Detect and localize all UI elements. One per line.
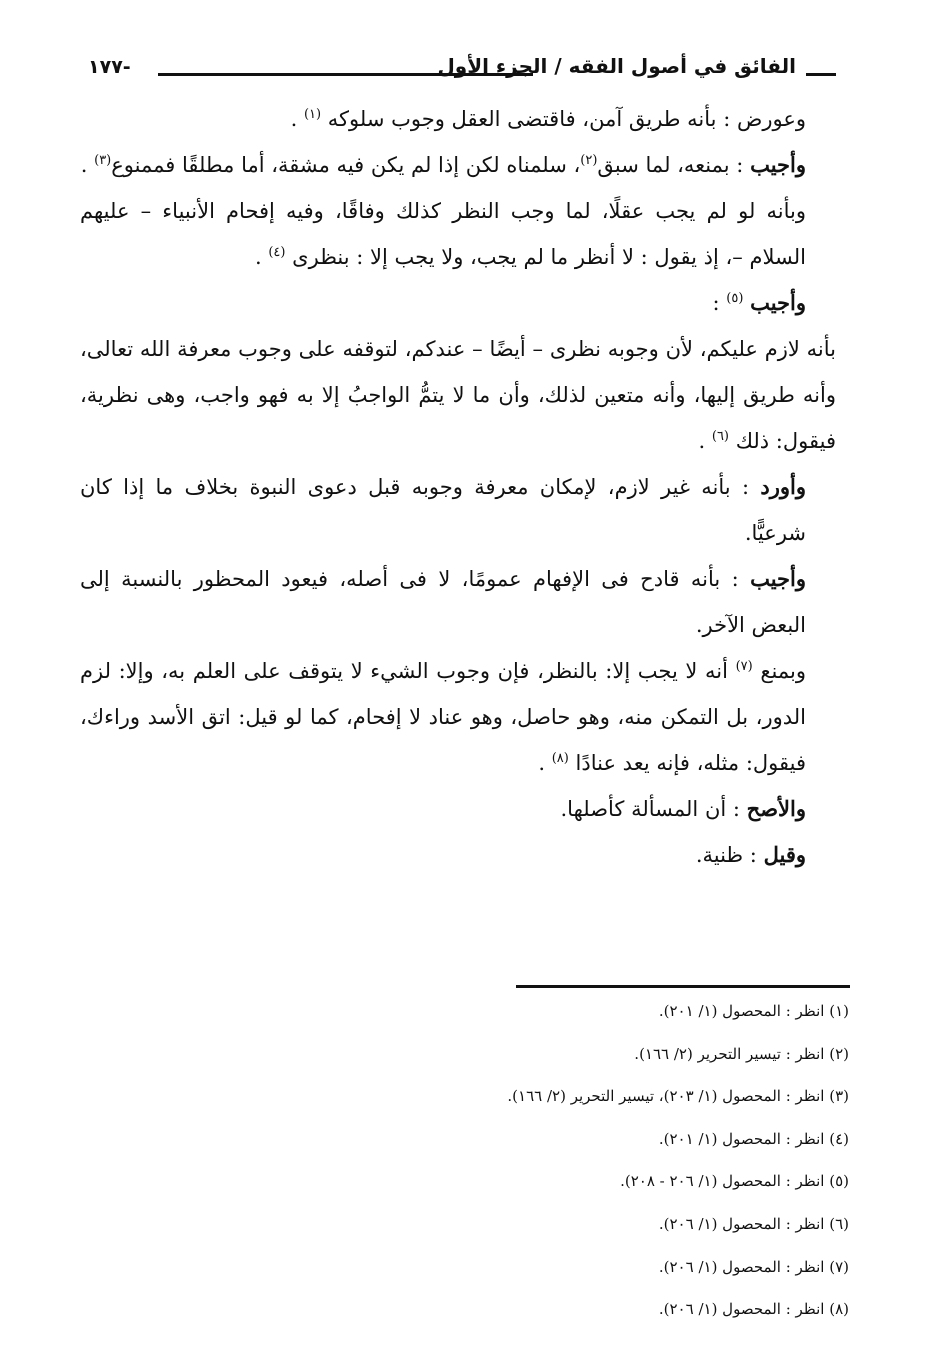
paragraph-label: وأجيب bbox=[750, 290, 806, 315]
footnote-ref: (٦) bbox=[711, 429, 729, 444]
paragraph-alternative: وقيل : ظنية. bbox=[695, 842, 806, 867]
paragraph-label: والأصح bbox=[746, 796, 806, 821]
footnote-ref: (٨) bbox=[551, 751, 569, 766]
footnote-item: (٤) انظر : المحصول (١/ ٢٠١). bbox=[658, 1129, 849, 1148]
paragraph-answer-1: وأجيب : بمنعه، لما سبق$^{(٢)}$، سلمناه لكن إذا لم يكن فيه مشقة، أما مطلقًا فممنوع$^{(٣)}$ . bbox=[80, 152, 806, 177]
footnote-item: (٦) انظر : المحصول (١/ ٢٠٦). bbox=[658, 1214, 849, 1233]
footnotes-list bbox=[229, 990, 849, 1331]
footnote-item: (٧) انظر : المحصول (١/ ٢٠٦). bbox=[658, 1257, 849, 1276]
footnote-ref: (٣) bbox=[94, 153, 112, 168]
paragraph-objection-2: وأورد : بأنه غير لازم، لإمكان معرفة وجوبه قبل دعوى النبوة بخلاف ما إذا كان شرعيًّا. bbox=[80, 474, 806, 545]
paragraph-rebuttal: وبمنع $^{(٧)}$ أنه لا يجب إلا: بالنظر، فإن وجوب الشيء لا يتوقف على العلم به، وإلا: لزم الدور، بل التمكن منه، وهو حاصل، وهو عناد لا إفحام، كما لو قيل: اتق الأسد وراءك، فيقول: مثله، فإنه يعد عنادًا $^{(٨)}$ . bbox=[80, 659, 806, 775]
main-text bbox=[80, 96, 836, 878]
footnote-item: (٣) انظر : المحصول (١/ ٢٠٣)، تيسير التحرير (٢/ ١٦٦). bbox=[507, 1087, 849, 1106]
book-title: الفائق في أصول الفقه / الجزء الأول bbox=[437, 54, 796, 78]
footnote-item: (١) انظر : المحصول (١/ ٢٠١). bbox=[658, 1002, 849, 1020]
paragraph-label: وأجيب bbox=[750, 566, 806, 591]
paragraph-answer-2-heading: وأجيب $^{(٥)}$ : bbox=[712, 290, 806, 315]
footnote-ref: (٧) bbox=[735, 659, 753, 674]
paragraph-label: وقيل bbox=[763, 842, 806, 867]
running-header bbox=[88, 52, 836, 88]
footnote-ref: (٢) bbox=[580, 153, 598, 168]
paragraph-label: وأجيب bbox=[750, 152, 806, 177]
paragraph-objection: وعورض : بأنه طريق آمن، فاقتضى العقل وجوب سلوكه $^{(١)}$ . bbox=[290, 107, 806, 131]
paragraph-answer-2: بأنه لازم عليكم، لأن وجوبه نظرى – أيضًا – عندكم، لتوقفه على وجوب معرفة الله تعالى، وأنه طريق إليها، وأنه متعين لذلك، وأن ما لا يتمُّ الواجبُ إلا به فهو واجب، وهى نظرية، فيقول: ذلك $^{(٦)}$ . bbox=[80, 337, 836, 453]
header-dash bbox=[806, 73, 836, 76]
footnote-item: (٥) انظر : المحصول (١/ ٢٠٦ - ٢٠٨). bbox=[620, 1172, 849, 1191]
footnote-separator bbox=[516, 985, 850, 988]
paragraph-argument: وبأنه لو لم يجب عقلًا، لما وجب النظر كذلك وفاقًا، وفيه إفحام الأنبياء – عليهم السلام –، إذ يقول : لا أنظر ما لم يجب، ولا يجب إلا : بنظرى $^{(٤)}$ . bbox=[80, 199, 806, 269]
footnote-ref: (٤) bbox=[268, 245, 286, 260]
paragraph-label: وأورد bbox=[760, 474, 806, 499]
paragraph-conclusion: والأصح : أن المسألة كأصلها. bbox=[560, 796, 806, 821]
paragraph-answer-3: وأجيب : بأنه قادح فى الإفهام عمومًا، لا فى أصله، فيعود المحظور بالنسبة إلى البعض الآخر. bbox=[80, 566, 806, 637]
footnote-ref: (١) bbox=[303, 107, 322, 122]
page-number: -١٧٧ bbox=[88, 56, 131, 78]
footnote-item: (٢) انظر : تيسير التحرير (٢/ ١٦٦). bbox=[634, 1044, 849, 1063]
footnote-ref: (٥) bbox=[726, 291, 744, 306]
footnote-item: (٨) انظر : المحصول (١/ ٢٠٦). bbox=[658, 1300, 849, 1319]
